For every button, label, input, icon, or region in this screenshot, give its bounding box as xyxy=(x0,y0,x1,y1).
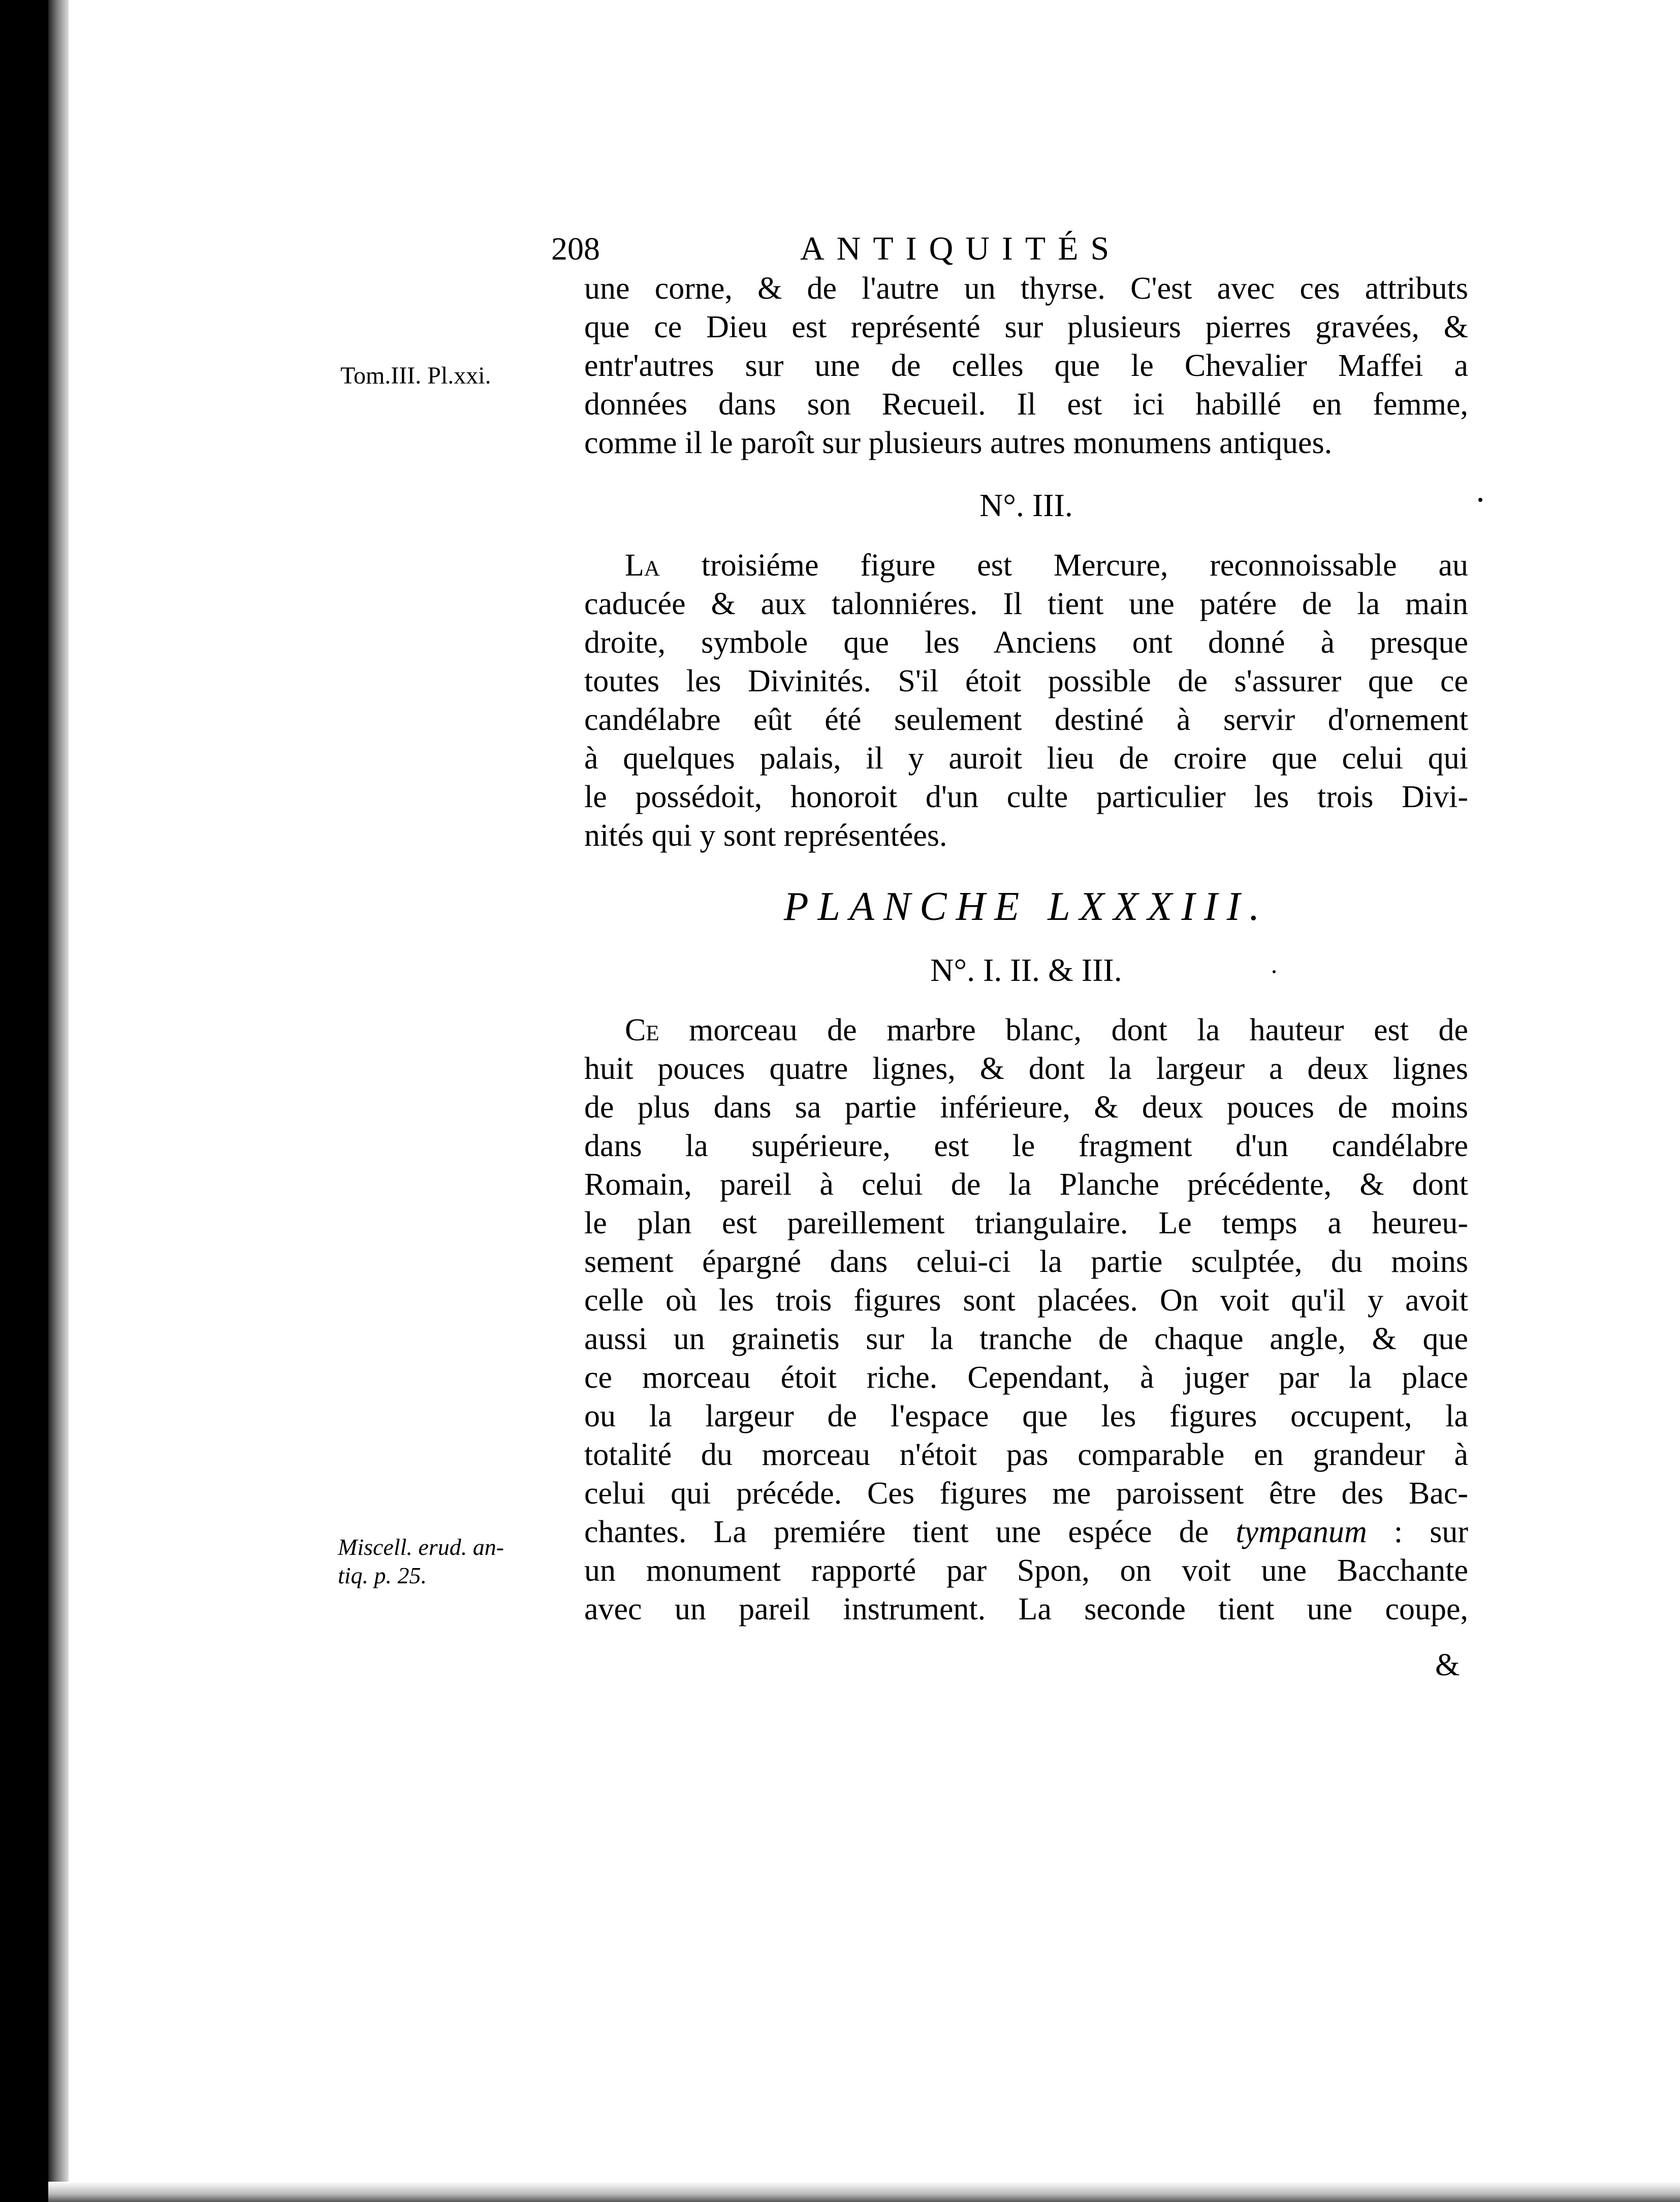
text-line: Romain, pareil à celui de la Planche précédente, & dont xyxy=(584,1167,1468,1202)
text-line: dans la supérieure, est le fragment d'un candélabre xyxy=(584,1129,1468,1163)
margin-note-top: Tom.III. Pl.xxi. xyxy=(340,362,491,389)
running-title: ANTIQUITÉS xyxy=(800,230,1122,267)
margin-note-bottom-2: tiq. p. 25. xyxy=(338,1562,427,1588)
text-line: celui qui précéde. Ces figures me paroissent être des Bac- xyxy=(584,1476,1468,1511)
text-line: ce morceau étoit riche. Cependant, à juger par la place xyxy=(584,1360,1468,1395)
paragraph-mercure xyxy=(584,546,1468,855)
text-line: une corne, & de l'autre un thyrse. C'est avec ces attributs xyxy=(584,271,1468,306)
text-line xyxy=(584,1011,1468,1049)
text-line: candélabre eût été seulement destiné à servir d'ornement xyxy=(584,703,1468,737)
planche-title: PLANCHE LXXXIII. xyxy=(783,884,1269,929)
text-line: huit pouces quatre lignes, & dont la largeur a deux lignes xyxy=(584,1051,1468,1086)
page-number: 208 xyxy=(551,231,600,267)
text-line: entr'autres sur une de celles que le Chevalier Maffei a xyxy=(584,348,1468,383)
line-pre: chantes. La premiére tient une espéce de xyxy=(584,1515,1209,1549)
text-line: caducée & aux talonniéres. Il tient une patére de la main xyxy=(584,587,1468,621)
text-line: que ce Dieu est représenté sur plusieurs pierres gravées, & xyxy=(584,310,1468,344)
text-line xyxy=(584,1513,1468,1551)
text-line: toutes les Divinités. S'il étoit possible de s'assurer que ce xyxy=(584,664,1468,698)
line-rest: morceau de marbre blanc, dont la hauteur est de xyxy=(689,1013,1468,1047)
italic-word: tympanum xyxy=(1235,1515,1367,1549)
text-line: celle où les trois figures sont placées. On voit qu'il y avoit xyxy=(584,1283,1468,1318)
text-line: sement épargné dans celui-ci la partie sculptée, du moins xyxy=(584,1244,1468,1279)
text-line: le possédoit, honoroit d'un culte particulier les trois Divi- xyxy=(584,780,1468,814)
page-bottom-edge xyxy=(48,2182,1680,2202)
section-heading-three: N°. III. xyxy=(979,487,1073,523)
ink-speck xyxy=(1273,970,1276,973)
page-gutter-shadow xyxy=(48,0,69,2202)
paragraph-planche xyxy=(584,1011,1468,1629)
book-page xyxy=(48,0,1680,2202)
drop-word: La xyxy=(625,548,660,583)
text-line xyxy=(584,546,1468,585)
line-rest: troisiéme figure est Mercure, reconnoissable au xyxy=(701,548,1469,583)
ink-speck xyxy=(1478,498,1482,502)
text-line: droite, symbole que les Anciens ont donné à presque xyxy=(584,625,1468,660)
paragraph-continuation xyxy=(584,269,1468,462)
catchword: & xyxy=(1435,1648,1460,1682)
text-line: données dans son Recueil. Il est ici habillé en femme, xyxy=(584,387,1468,422)
text-line: le plan est pareillement triangulaire. Le temps a heureu- xyxy=(584,1206,1468,1240)
text-line: nités qui y sont représentées. xyxy=(584,818,947,853)
text-line: à quelques palais, il y auroit lieu de croire que celui qui xyxy=(584,741,1468,776)
running-head xyxy=(48,226,1680,272)
text-line: avec un pareil instrument. La seconde tient une coupe, xyxy=(584,1592,1468,1626)
margin-note-bottom-1: Miscell. erud. an- xyxy=(338,1534,504,1560)
drop-word: Ce xyxy=(625,1013,659,1047)
planche-subheading: N°. I. II. & III. xyxy=(930,952,1122,988)
text-line: totalité du morceau n'étoit pas comparable en grandeur à xyxy=(584,1438,1468,1472)
text-line: un monument rapporté par Spon, on voit une Bacchante xyxy=(584,1553,1468,1588)
text-line: de plus dans sa partie inférieure, & deux pouces de moins xyxy=(584,1090,1468,1125)
line-post: : sur xyxy=(1393,1515,1469,1549)
text-line: aussi un grainetis sur la tranche de chaque angle, & que xyxy=(584,1322,1468,1356)
text-line: ou la largeur de l'espace que les figures occupent, la xyxy=(584,1399,1468,1433)
text-line: comme il le paroît sur plusieurs autres monumens antiques. xyxy=(584,426,1333,460)
